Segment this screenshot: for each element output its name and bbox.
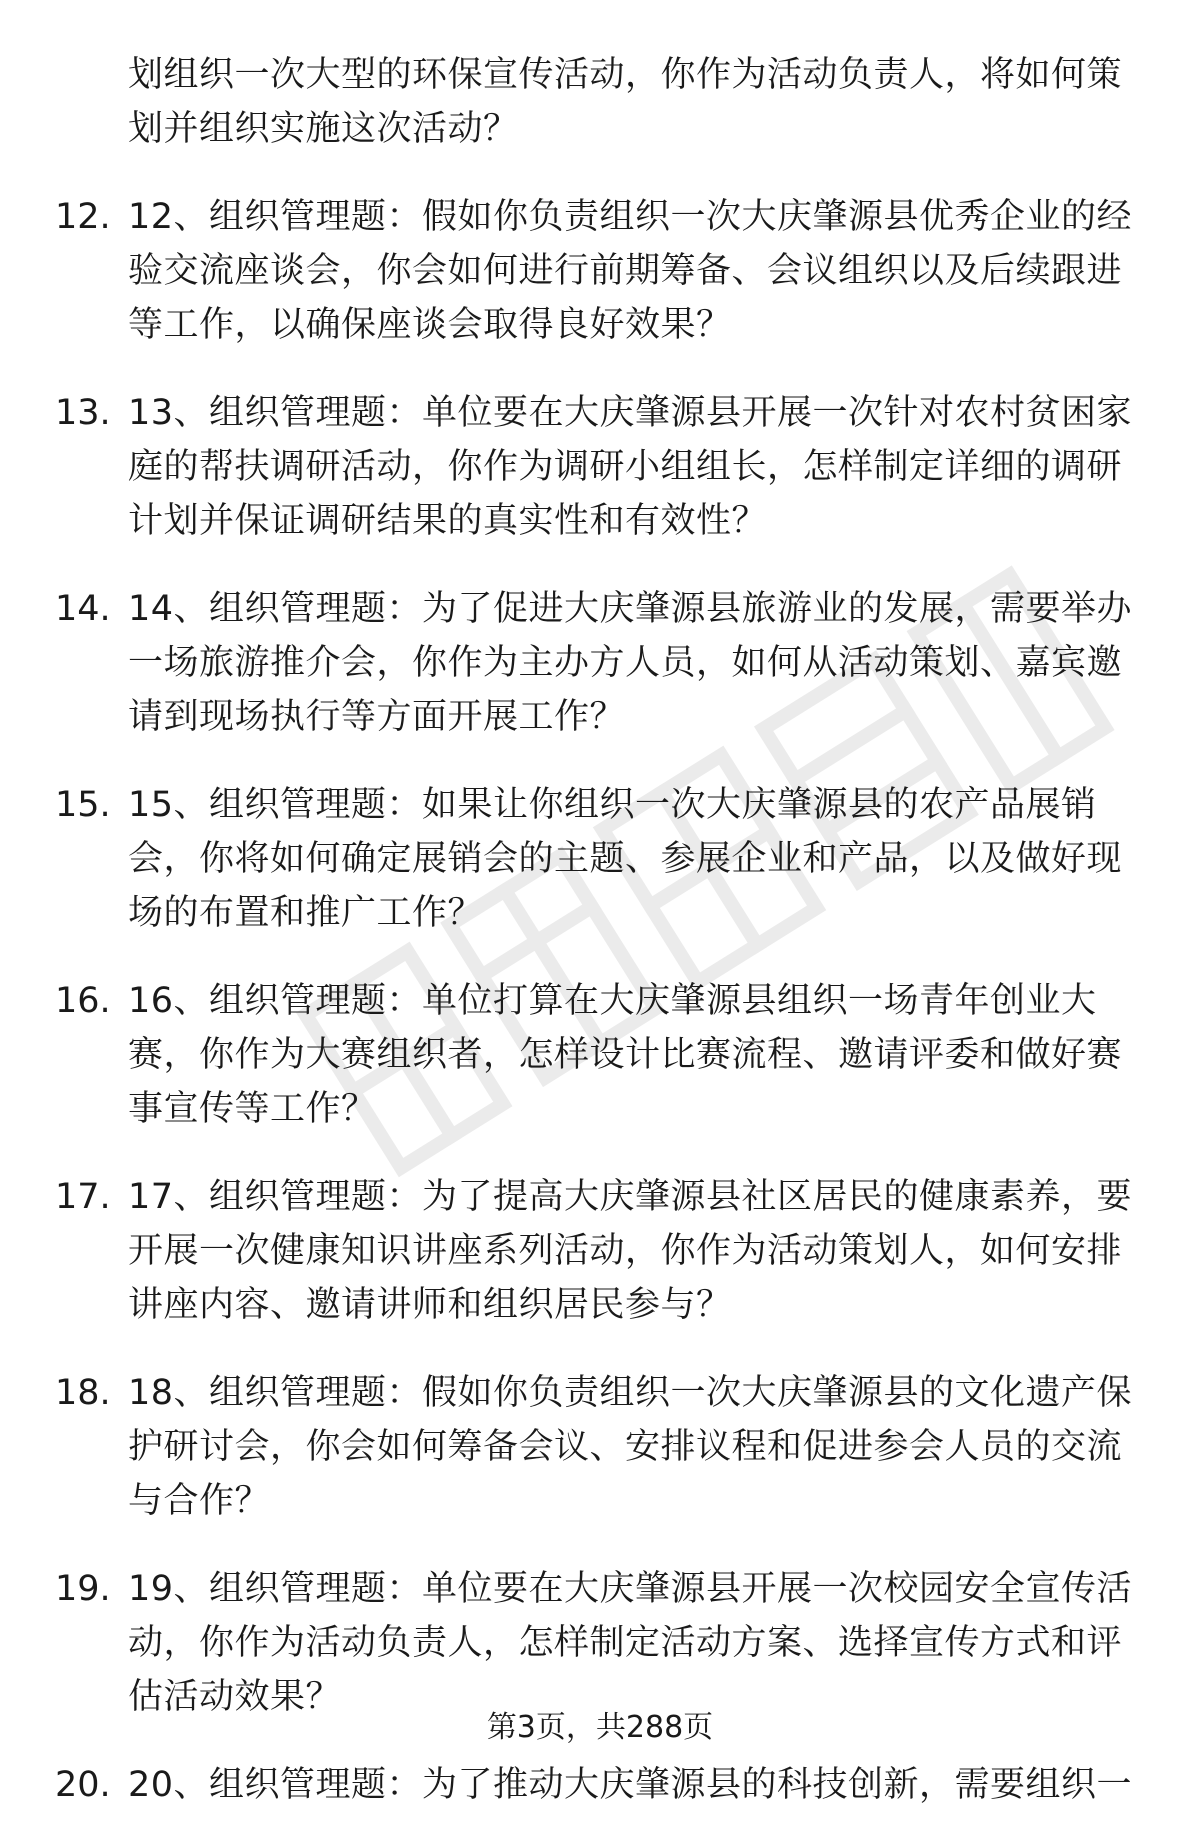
list-item — [0, 48, 1200, 156]
item-text: 12、组织管理题：假如你负责组织一次大庆肇源县优秀企业的经验交流座谈会，你会如何进行前期筹备、会议组织以及后续跟进等工作，以确保座谈会取得良好效果？ — [128, 197, 1133, 345]
item-text: 19、组织管理题：单位要在大庆肇源县开展一次校园安全宣传活动，你作为活动负责人，怎样制定活动方案、选择宣传方式和评估活动效果？ — [128, 1569, 1133, 1717]
item-number: 15. — [55, 785, 111, 825]
item-text: 18、组织管理题：假如你负责组织一次大庆肇源县的文化遗产保护研讨会，你会如何筹备会议、安排议程和促进参会人员的交流与合作？ — [128, 1373, 1133, 1521]
list-item — [0, 1562, 1200, 1724]
page-number-footer: 第3页，共288页 — [486, 1710, 714, 1745]
item-text: 17、组织管理题：为了提高大庆肇源县社区居民的健康素养，要开展一次健康知识讲座系列活动，你作为活动策划人，如何安排讲座内容、邀请讲师和组织居民参与？ — [128, 1177, 1133, 1325]
item-text: 14、组织管理题：为了促进大庆肇源县旅游业的发展，需要举办一场旅游推介会，你作为主办方人员，如何从活动策划、嘉宾邀请到现场执行等方面开展工作？ — [128, 589, 1133, 737]
item-number: 18. — [55, 1373, 111, 1413]
item-number: 19. — [55, 1569, 111, 1609]
item-text: 15、组织管理题：如果让你组织一次大庆肇源县的农产品展销会，你将如何确定展销会的主题、参展企业和产品，以及做好现场的布置和推广工作？ — [128, 785, 1123, 933]
item-text: 16、组织管理题：单位打算在大庆肇源县组织一场青年创业大赛，你作为大赛组织者，怎样设计比赛流程、邀请评委和做好赛事宣传等工作？ — [128, 981, 1123, 1129]
item-number: 14. — [55, 589, 111, 629]
question-list — [0, 48, 1200, 1846]
list-item — [0, 1170, 1200, 1332]
list-item — [0, 974, 1200, 1136]
item-number: 13. — [55, 393, 111, 433]
item-text: 划组织一次大型的环保宣传活动，你作为活动负责人，将如何策划并组织实施这次活动？ — [128, 55, 1123, 149]
item-number: 12. — [55, 197, 111, 237]
list-item — [0, 1366, 1200, 1528]
list-item — [0, 1758, 1200, 1812]
item-text: 20、组织管理题：为了推动大庆肇源县的科技创新，需要组织一 — [128, 1765, 1133, 1805]
list-item — [0, 582, 1200, 744]
list-item — [0, 190, 1200, 352]
item-text: 13、组织管理题：单位要在大庆肇源县开展一次针对农村贫困家庭的帮扶调研活动，你作为调研小组组长，怎样制定详细的调研计划并保证调研结果的真实性和有效性？ — [128, 393, 1133, 541]
list-item — [0, 386, 1200, 548]
item-number: 17. — [55, 1177, 111, 1217]
list-item — [0, 778, 1200, 940]
item-number: 20. — [55, 1765, 111, 1805]
item-number: 16. — [55, 981, 111, 1021]
